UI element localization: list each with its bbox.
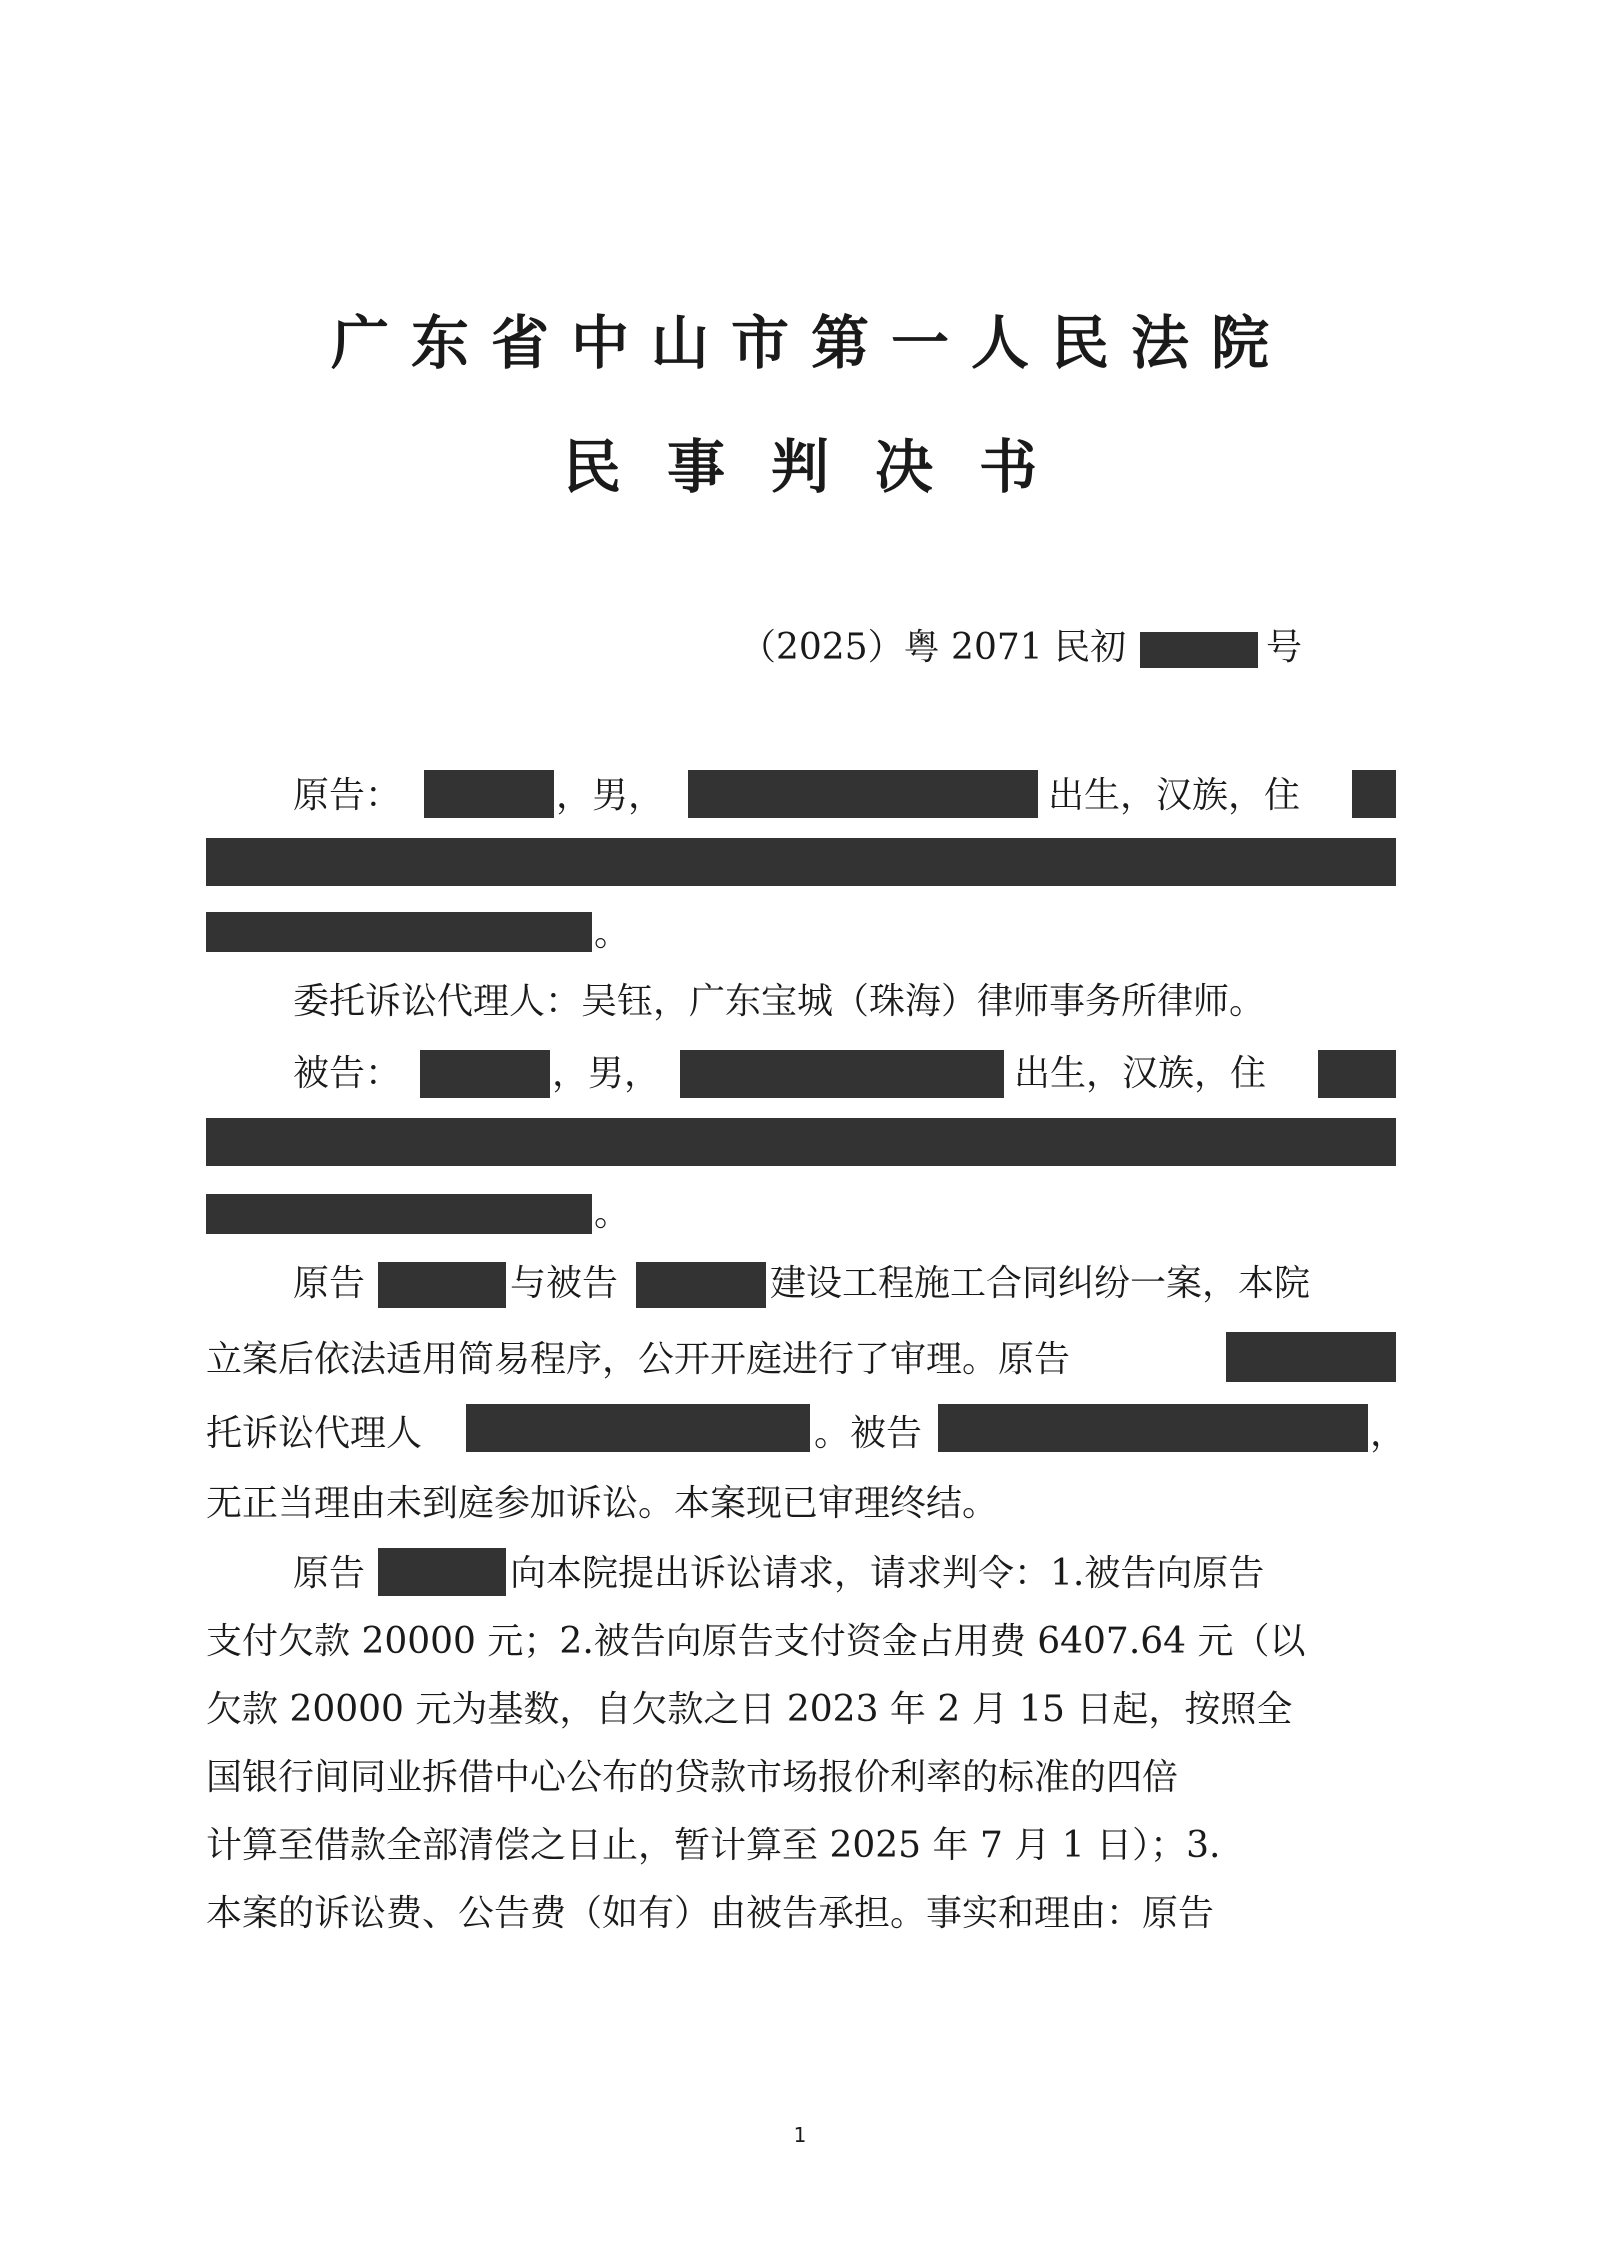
redacted-defendant-name [636, 1262, 766, 1308]
case-summary-text: 建设工程施工合同纠纷一案，本院 [770, 1263, 1311, 1304]
case-summary-text: ， [1370, 1413, 1407, 1454]
redacted-plaintiff-name [378, 1548, 506, 1596]
redacted-defendant-address-start [1318, 1050, 1396, 1098]
claims-text: 支付欠款 20000 元；2.被告向原告支付资金占用费 6407.64 元（以 [206, 1621, 1306, 1662]
claims-text: 计算至借款全部清偿之日止，暂计算至 2025 年 7 月 1 日）；3. [206, 1825, 1221, 1866]
case-summary-text: 托诉讼代理人 [206, 1413, 423, 1454]
redacted-plaintiff-name [424, 770, 554, 818]
defendant-end: 。 [594, 1193, 631, 1234]
case-number-suffix: 号 [1266, 627, 1303, 668]
claims-text: 欠款 20000 元为基数，自欠款之日 2023 年 2 月 15 日起，按照全 [206, 1689, 1293, 1730]
redacted-plaintiff-birthdate [688, 770, 1038, 818]
case-summary-text: 与被告 [510, 1263, 619, 1304]
plaintiff-gender: ，男， [556, 775, 665, 816]
claims-text: 本案的诉讼费、公告费（如有）由被告承担。事实和理由：原告 [206, 1893, 1215, 1934]
claims-text: 国银行间同业拆借中心公布的贷款市场报价利率的标准的四倍 [206, 1757, 1179, 1798]
redacted-case-serial [1140, 632, 1258, 668]
case-summary-text: 原告 [293, 1263, 366, 1304]
redacted-defendant-name [938, 1404, 1368, 1452]
court-name: 广东省中山市第一人民法院 [330, 309, 1291, 377]
document-type: 民事判决书 [562, 433, 1083, 501]
redacted-defendant-name [420, 1050, 550, 1098]
defendant-label: 被告： [293, 1053, 402, 1094]
case-summary-text: 。被告 [814, 1413, 923, 1454]
redacted-plaintiff-address-start [1352, 770, 1396, 818]
case-number-prefix: （2025）粤 2071 民初 [740, 627, 1127, 668]
defendant-info: 出生，汉族，住 [1014, 1053, 1267, 1094]
redacted-agent-name [466, 1404, 810, 1452]
redacted-attendance [1226, 1332, 1396, 1382]
redacted-plaintiff-address [206, 838, 1396, 886]
redacted-plaintiff-name [378, 1262, 506, 1308]
plaintiff-agent: 委托诉讼代理人：吴钰，广东宝城（珠海）律师事务所律师。 [293, 981, 1266, 1022]
redacted-defendant-birthdate [680, 1050, 1004, 1098]
claims-text: 原告 [293, 1553, 366, 1594]
plaintiff-label: 原告： [293, 775, 402, 816]
plaintiff-info: 出生，汉族，住 [1048, 775, 1301, 816]
redacted-defendant-address [206, 1118, 1396, 1166]
redacted-defendant-address-end [206, 1194, 592, 1234]
case-summary-text: 立案后依法适用简易程序，公开开庭进行了审理。原告 [206, 1339, 1071, 1380]
redacted-plaintiff-address-end [206, 912, 592, 952]
defendant-gender: ，男， [552, 1053, 661, 1094]
case-summary-text: 无正当理由未到庭参加诉讼。本案现已审理终结。 [206, 1483, 999, 1524]
page-number: 1 [793, 2123, 807, 2147]
plaintiff-end: 。 [594, 913, 631, 954]
claims-text: 向本院提出诉讼请求，请求判令：1.被告向原告 [510, 1553, 1265, 1594]
